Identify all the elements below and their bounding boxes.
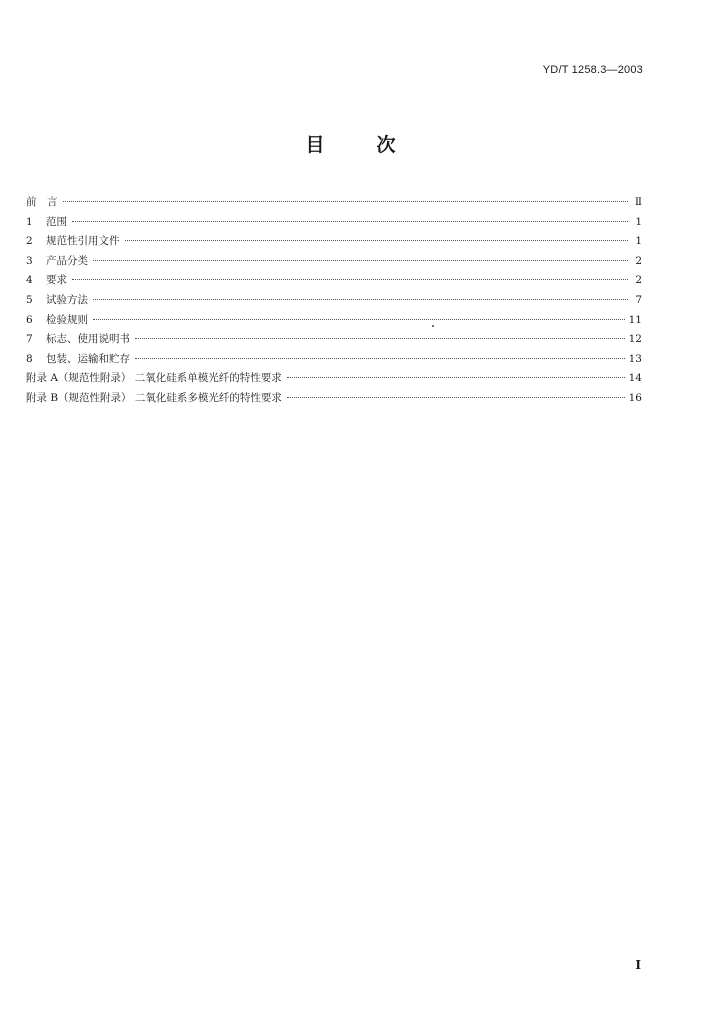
toc-entry-number: 4 — [26, 274, 33, 287]
toc-leader-dots — [93, 299, 628, 300]
toc-entry-label: 产品分类 — [46, 254, 88, 267]
toc-entry-label: 前 言 — [26, 196, 58, 208]
toc-leader-dots — [72, 279, 628, 280]
toc-entry-label: 检验规则 — [46, 313, 88, 326]
toc-entry-number: 8 — [26, 352, 33, 365]
toc-entry-label: 标志、使用说明书 — [46, 333, 130, 346]
toc-leader-dots — [135, 338, 625, 339]
toc-entry-label: 要求 — [46, 274, 67, 287]
toc-entry-number: 7 — [26, 333, 33, 346]
toc-leader-dots — [93, 260, 628, 261]
toc-entry-page: 16 — [628, 391, 642, 404]
toc-entry-label: 包装、运输和贮存 — [46, 352, 130, 365]
toc-leader-dots — [135, 358, 625, 359]
table-of-contents — [26, 193, 642, 409]
toc-entry-annex-a[interactable] — [26, 369, 642, 389]
toc-entry-annex-b[interactable] — [26, 389, 642, 409]
toc-leader-dots — [287, 397, 625, 398]
toc-entry-number: 6 — [26, 313, 33, 326]
toc-entry-page: Ⅱ — [634, 196, 642, 208]
toc-entry-page: 13 — [628, 352, 642, 365]
toc-entry-page: 12 — [628, 333, 642, 346]
toc-entry-5[interactable] — [26, 291, 642, 311]
toc-entry-page: 2 — [635, 274, 642, 287]
toc-entry-2[interactable] — [26, 232, 642, 252]
standard-code: YD/T 1258.3—2003 — [542, 64, 643, 76]
toc-entry-6[interactable] — [26, 311, 642, 331]
toc-entry-3[interactable] — [26, 252, 642, 272]
page-title: 目次 — [305, 134, 448, 156]
toc-entry-number: 5 — [26, 293, 33, 306]
toc-leader-dots — [125, 240, 629, 241]
toc-entry-page: 14 — [628, 372, 642, 385]
toc-entry-page: 2 — [635, 254, 642, 267]
toc-entry-page: 11 — [628, 313, 642, 326]
toc-entry-page: 1 — [635, 215, 642, 228]
toc-entry-label: 试验方法 — [46, 293, 88, 306]
toc-entry-label: 范围 — [46, 215, 67, 228]
scan-speck — [432, 325, 434, 327]
page-number: I — [635, 958, 641, 972]
toc-leader-dots — [72, 221, 628, 222]
toc-entry-number: 1 — [26, 215, 33, 228]
toc-entry-page: 1 — [635, 235, 642, 248]
toc-entry-label: 附录 B（规范性附录） 二氧化硅系多模光纤的特性要求 — [26, 391, 282, 404]
toc-leader-dots — [93, 319, 625, 320]
toc-entry-label: 规范性引用文件 — [46, 235, 120, 248]
toc-entry-number: 2 — [26, 235, 33, 248]
toc-entry-page: 7 — [635, 293, 642, 306]
toc-entry-8[interactable] — [26, 350, 642, 370]
toc-entry-number: 3 — [26, 254, 33, 267]
toc-entry-1[interactable] — [26, 213, 642, 233]
toc-leader-dots — [63, 201, 629, 202]
toc-entry-preface[interactable] — [26, 193, 642, 213]
toc-leader-dots — [287, 377, 625, 378]
toc-entry-4[interactable] — [26, 271, 642, 291]
toc-entry-label: 附录 A（规范性附录） 二氧化硅系单模光纤的特性要求 — [26, 372, 282, 385]
toc-entry-7[interactable] — [26, 330, 642, 350]
